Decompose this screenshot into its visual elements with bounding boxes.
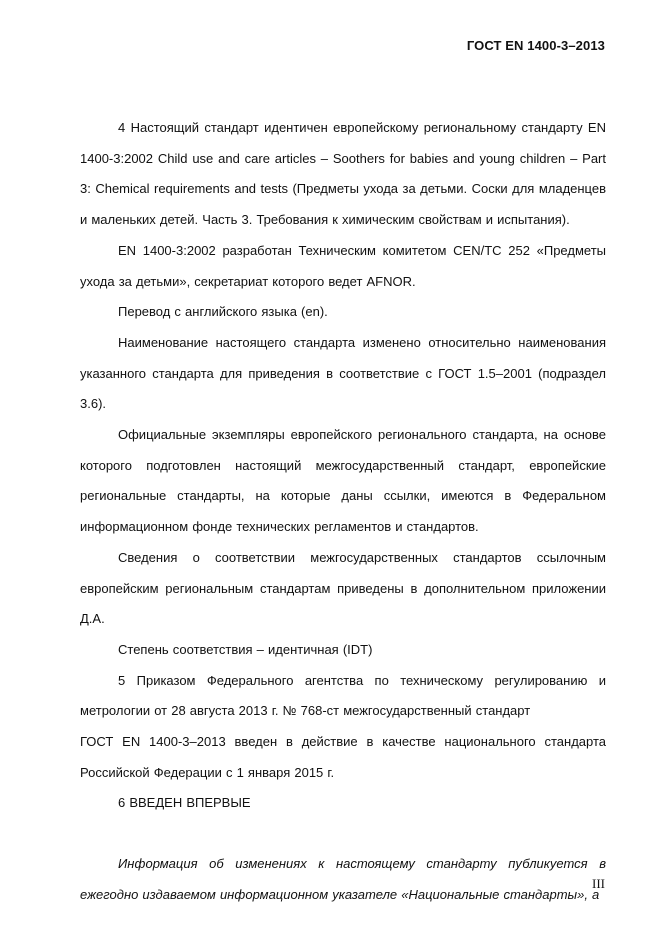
paragraph-correspondence-info: Сведения о соответствии межгосударственных стандартов ссылочным европейским региональным стандартам приведены в дополнительном приложении Д.А. bbox=[80, 549, 606, 627]
paragraph-conformity-degree: Степень соответствия – идентичная (IDT) bbox=[118, 641, 373, 657]
document-body bbox=[80, 113, 606, 911]
paragraph-identity-statement: 4 Настоящий стандарт идентичен европейскому региональному стандарту EN 1400-3:2002 Child use and care articles – Soothers for babies and young children – Part 3: Chemical requirements and tests (Предметы ухода за детьми. Соски для младенцев и маленьких детей. Часть 3. Требования к химическим свойствам и испытания). bbox=[80, 120, 606, 228]
paragraph-introduced-first: 6 ВВЕДЕН ВПЕРВЫЕ bbox=[118, 795, 251, 811]
paragraph-order-item-5: 5 Приказом Федерального агентства по техническому регулированию и метрологии от 28 августа 2013 г. № 768-ст межгосударственный стандарт bbox=[80, 672, 606, 719]
paragraph-translation: Перевод с английского языка (en). bbox=[118, 304, 328, 320]
paragraph-effective-date: ГОСТ EN 1400-3–2013 введен в действие в качестве национального стандарта Российской Федерации с 1 января 2015 г. bbox=[80, 734, 606, 780]
notice-paragraph: Информация об изменениях к настоящему стандарту публикуется в ежегодно издаваемом информационном указателе «Национальные стандарты», а bbox=[80, 856, 606, 902]
page-number: III bbox=[592, 876, 605, 891]
document-header-standard-code: ГОСТ EN 1400-3–2013 bbox=[466, 38, 605, 53]
paragraph-developer: EN 1400-3:2002 разработан Техническим комитетом CEN/TC 252 «Предметы ухода за детьми», секретариат которого ведет AFNOR. bbox=[80, 242, 606, 289]
section-gap bbox=[80, 819, 606, 849]
paragraph-official-copies: Официальные экземпляры европейского регионального стандарта, на основе которого подготовлен настоящий межгосударственный стандарт, европейские региональные стандарты, на которые даны ссылки, имеются в Федеральном информационном фонде технических регламентов и стандартов. bbox=[80, 427, 606, 535]
paragraph-name-change: Наименование настоящего стандарта изменено относительно наименования указанного стандарта для приведения в соответствие с ГОСТ 1.5–2001 (подраздел 3.6). bbox=[80, 334, 606, 412]
